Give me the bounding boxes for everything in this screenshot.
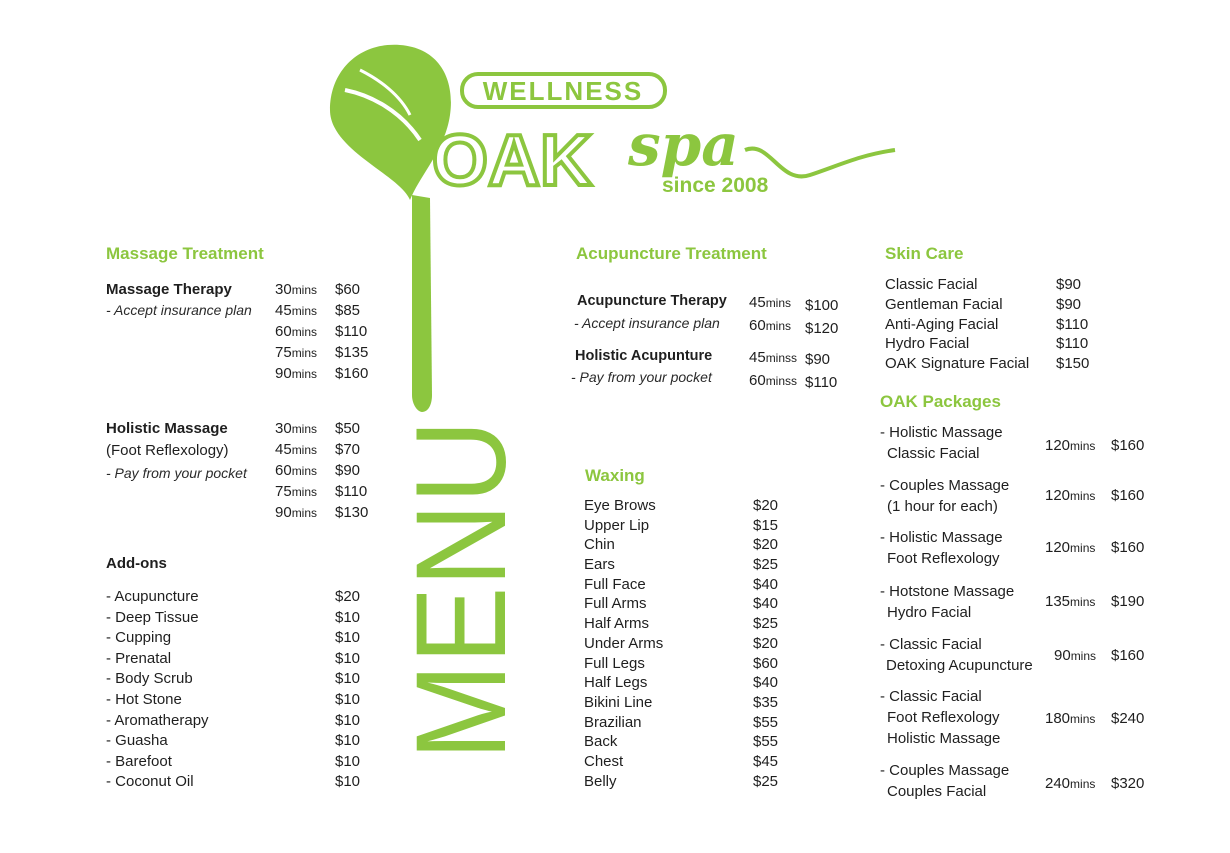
list-item: Hydro Facial $110 bbox=[885, 335, 1089, 353]
package-line: - Couples Massage bbox=[880, 762, 1010, 779]
list-item: Full Arms $40 bbox=[584, 595, 779, 613]
price-row: 60mins $120 bbox=[749, 317, 839, 337]
package-line: - Hotstone Massage bbox=[880, 583, 1015, 600]
package-item bbox=[880, 688, 1000, 747]
package-line: (1 hour for each) bbox=[887, 498, 998, 515]
package-line: Foot Reflexology bbox=[887, 709, 1000, 726]
waxing-heading: Waxing bbox=[585, 466, 645, 485]
package-item bbox=[880, 424, 1003, 462]
list-item: Back $55 bbox=[584, 733, 779, 751]
acupuncture-heading: Acupuncture Treatment bbox=[576, 244, 767, 263]
package-line: Detoxing Acupuncture bbox=[886, 657, 1033, 674]
package-item bbox=[880, 762, 1009, 800]
list-item: - Aromatherapy $10 bbox=[106, 711, 361, 729]
list-item: Chest $45 bbox=[584, 752, 779, 770]
package-duration: 120mins bbox=[1045, 539, 1096, 556]
list-item: Half Arms $25 bbox=[584, 615, 779, 633]
list-item: Full Legs $60 bbox=[584, 654, 779, 672]
package-line: - Holistic Massage bbox=[880, 529, 1003, 546]
list-item: - Cupping $10 bbox=[106, 629, 361, 647]
price-row: 75mins $110 bbox=[275, 483, 368, 500]
menu-word bbox=[390, 383, 533, 760]
price-row: 45minss $90 bbox=[749, 349, 831, 368]
holistic-massage-name: Holistic Massage bbox=[106, 420, 228, 437]
list-item: Belly $25 bbox=[584, 772, 779, 790]
addons-list bbox=[106, 588, 366, 794]
acupuncture-therapy-prices bbox=[749, 294, 839, 340]
list-item: - Prenatal $10 bbox=[106, 649, 361, 667]
package-line: - Classic Facial bbox=[880, 636, 982, 653]
massage-heading: Massage Treatment bbox=[106, 244, 264, 263]
package-duration: 120mins bbox=[1045, 437, 1096, 454]
package-line: Foot Reflexology bbox=[887, 550, 1000, 567]
package-line: Couples Facial bbox=[887, 783, 987, 800]
package-item bbox=[880, 477, 1009, 515]
list-item: - Acupuncture $20 bbox=[106, 588, 361, 605]
list-item: Brazilian $55 bbox=[584, 713, 779, 731]
list-item: OAK Signature Facial $150 bbox=[885, 355, 1090, 373]
package-price: $160 bbox=[1111, 437, 1145, 454]
list-item: - Hot Stone $10 bbox=[106, 690, 361, 708]
package-item bbox=[880, 583, 1014, 621]
package-line: Holistic Massage bbox=[887, 730, 1001, 747]
acupuncture-therapy-note: - Accept insurance plan bbox=[574, 315, 720, 331]
skincare-heading: Skin Care bbox=[885, 244, 964, 263]
drip-stem bbox=[412, 195, 432, 412]
massage-therapy-prices bbox=[275, 281, 369, 386]
package-item bbox=[880, 636, 1033, 674]
price-row: 45mins $100 bbox=[749, 294, 839, 314]
logo-swoosh bbox=[745, 149, 895, 177]
logo-oak: OAK bbox=[432, 121, 592, 201]
package-line: - Holistic Massage bbox=[880, 424, 1003, 441]
list-item: - Body Scrub $10 bbox=[106, 670, 361, 688]
package-duration: 120mins bbox=[1045, 487, 1096, 504]
list-item: Upper Lip $15 bbox=[584, 516, 779, 534]
price-row: 45mins $85 bbox=[275, 302, 361, 319]
packages-heading: OAK Packages bbox=[880, 392, 1001, 411]
list-item: Ears $25 bbox=[584, 556, 779, 574]
list-item: Full Face $40 bbox=[584, 575, 779, 593]
price-row: 90mins $130 bbox=[275, 504, 369, 521]
list-item: Chin $20 bbox=[584, 536, 779, 554]
list-item: Gentleman Facial $90 bbox=[885, 295, 1082, 313]
list-item: Eye Brows $20 bbox=[584, 497, 779, 514]
skincare-list bbox=[885, 276, 1105, 375]
price-row: 45mins $70 bbox=[275, 441, 361, 458]
price-row: 75mins $135 bbox=[275, 344, 369, 361]
list-item: - Barefoot $10 bbox=[106, 752, 361, 770]
logo-since: since 2008 bbox=[662, 174, 769, 197]
menu-word-text: MENU bbox=[390, 383, 533, 760]
waxing-list bbox=[584, 497, 784, 792]
package-line: Hydro Facial bbox=[887, 604, 972, 621]
package-line: - Couples Massage bbox=[880, 477, 1010, 494]
holistic-acupuncture-name: Holistic Acupunture bbox=[575, 348, 713, 364]
price-row: 30mins $50 bbox=[275, 420, 361, 437]
logo-wellness: WELLNESS bbox=[482, 76, 644, 106]
list-item: Anti-Aging Facial $110 bbox=[885, 315, 1089, 333]
package-item bbox=[880, 529, 1003, 567]
list-item: Half Legs $40 bbox=[584, 674, 779, 692]
package-price: $320 bbox=[1111, 775, 1145, 792]
holistic-massage-note: - Pay from your pocket bbox=[106, 465, 247, 481]
price-row: 30mins $60 bbox=[275, 281, 361, 298]
list-item: Under Arms $20 bbox=[584, 634, 779, 652]
list-item: Bikini Line $35 bbox=[584, 693, 779, 711]
package-price: $160 bbox=[1111, 487, 1145, 504]
list-item: - Deep Tissue $10 bbox=[106, 608, 361, 626]
logo-spa: spa bbox=[628, 111, 739, 179]
holistic-massage-prices bbox=[275, 420, 369, 525]
list-item: - Coconut Oil $10 bbox=[106, 773, 361, 791]
package-line: - Classic Facial bbox=[880, 688, 982, 705]
addons-heading: Add-ons bbox=[106, 555, 167, 572]
price-row: 60minss $110 bbox=[749, 372, 838, 391]
holistic-acupuncture-note: - Pay from your pocket bbox=[571, 369, 712, 385]
list-item: - Guasha $10 bbox=[106, 732, 361, 750]
package-duration: 240mins bbox=[1045, 775, 1096, 792]
massage-therapy-note: - Accept insurance plan bbox=[106, 302, 252, 318]
package-price: $240 bbox=[1111, 710, 1145, 727]
package-duration: 90mins bbox=[1054, 647, 1097, 664]
price-row: 60mins $90 bbox=[275, 462, 361, 479]
list-item: Classic Facial $90 bbox=[885, 276, 1082, 293]
holistic-massage-sub: (Foot Reflexology) bbox=[106, 442, 229, 459]
massage-therapy-name: Massage Therapy bbox=[106, 281, 232, 298]
package-price: $160 bbox=[1111, 647, 1145, 664]
package-price: $160 bbox=[1111, 539, 1145, 556]
acupuncture-therapy-name: Acupuncture Therapy bbox=[577, 293, 727, 309]
holistic-acupuncture-prices bbox=[749, 349, 838, 395]
price-row: 60mins $110 bbox=[275, 323, 368, 340]
package-price: $190 bbox=[1111, 593, 1145, 610]
package-line: Classic Facial bbox=[887, 445, 980, 462]
package-duration: 180mins bbox=[1045, 710, 1096, 727]
package-duration: 135mins bbox=[1045, 593, 1096, 610]
price-row: 90mins $160 bbox=[275, 365, 369, 382]
